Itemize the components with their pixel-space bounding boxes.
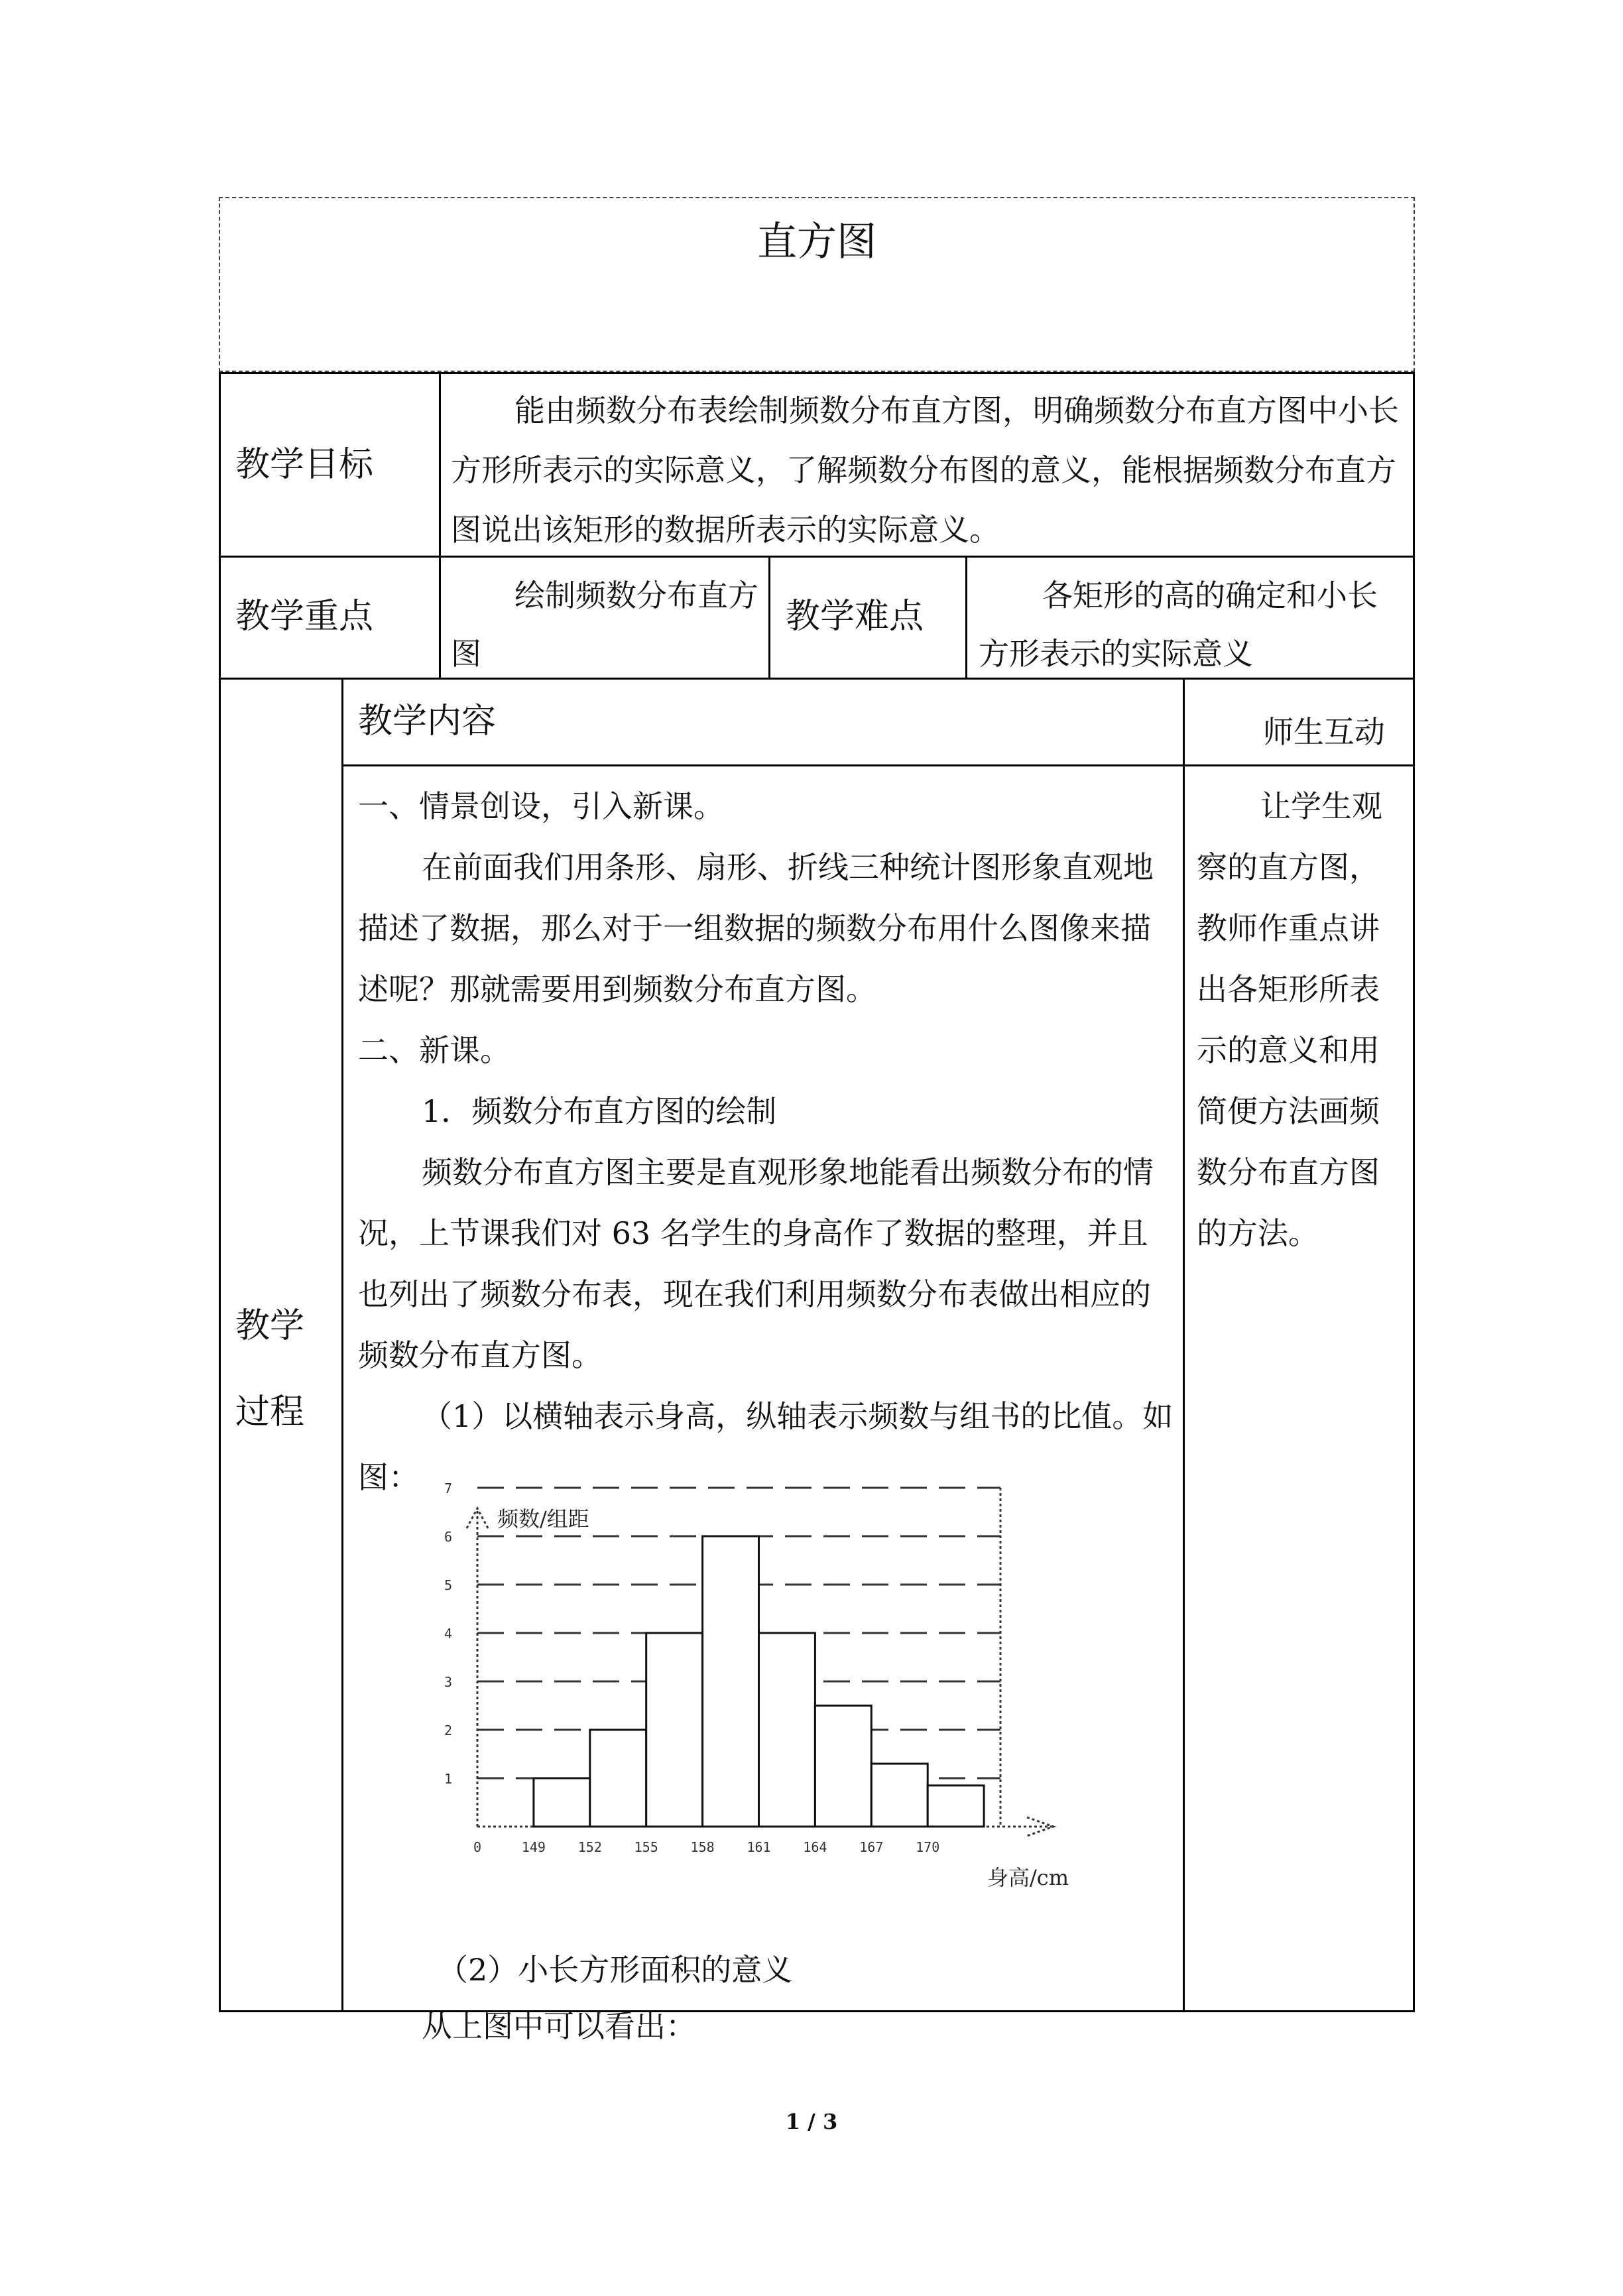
process-label	[235, 1283, 304, 1455]
histogram-bar	[928, 1785, 984, 1827]
frame-right	[1413, 372, 1415, 2012]
key-points-text: 绘制频数分布直方图	[451, 577, 758, 672]
content-paragraph-5: 频数分布直方图主要是直观形象地能看出频数分布的情况，上节课我们对 63 名学生的身高作了数据的整理，并且也列出了频数分布表，现在我们利用频数分布表做出相应的频数分布直方图。	[358, 1154, 1154, 1373]
difficulty-text: 各矩形的高的确定和小长方形表示的实际意义	[979, 577, 1378, 672]
frame-left	[219, 372, 221, 2012]
page-number: 1 / 3	[785, 2109, 838, 2134]
content-paragraph-6: （1）以横轴表示身高，纵轴表示频数与组书的比值。如图：	[358, 1398, 1173, 1495]
x-tick-label: 155	[634, 1839, 658, 1855]
content-paragraph-1: 一、情景创设，引入新课。	[358, 788, 724, 824]
histogram-bar	[534, 1778, 590, 1827]
col-line-label	[439, 372, 441, 679]
x-tick-label: 170	[916, 1839, 940, 1855]
y-tick-label: 5	[444, 1577, 453, 1593]
x-tick-label: 158	[690, 1839, 715, 1855]
key-points-label: 教学重点	[235, 597, 374, 636]
y-tick-label: 3	[444, 1674, 453, 1690]
row-line-1	[219, 372, 1415, 374]
page-title: 直方图	[757, 219, 876, 265]
histogram-bar	[871, 1764, 928, 1827]
x-tick-label: 152	[577, 1839, 602, 1855]
col-line-interaction	[1183, 678, 1185, 2012]
y-tick-label: 4	[444, 1626, 453, 1642]
col-line-difficulty-end	[965, 556, 967, 679]
interaction-header: 师生互动	[1263, 714, 1385, 750]
x-tick-label: 149	[521, 1839, 546, 1855]
col-line-process-label	[341, 678, 343, 2012]
x-tick-label: 161	[747, 1839, 771, 1855]
process-label-line2: 过程	[235, 1392, 305, 1432]
y-tick-label: 6	[444, 1529, 453, 1545]
difficulty-label: 教学难点	[786, 597, 924, 636]
objectives-label: 教学目标	[235, 445, 374, 485]
content-paragraph-2: 在前面我们用条形、扇形、折线三种统计图形象直观地描述了数据，那么对于一组数据的频数分布用什么图像来描述呢？那就需要用到频数分布直方图。	[358, 849, 1154, 1007]
row-line-4	[341, 764, 1415, 766]
x-tick-label: 164	[803, 1839, 827, 1855]
col-line-keypoint-end	[768, 556, 770, 679]
content-paragraph-7: （2）小长方形面积的意义	[438, 1952, 793, 1988]
histogram-bar	[646, 1633, 703, 1827]
x-tick-label: 167	[859, 1839, 884, 1855]
y-tick-label: 2	[444, 1722, 453, 1738]
y-tick-label: 1	[444, 1771, 453, 1787]
histogram-bar	[815, 1706, 871, 1827]
histogram-bar	[590, 1730, 646, 1827]
x-tick-label: 0	[473, 1839, 482, 1855]
content-paragraph-3: 二、新课。	[358, 1032, 511, 1068]
process-label-line1: 教学	[235, 1306, 305, 1346]
histogram-bar	[759, 1633, 815, 1827]
objectives-text: 能由频数分布表绘制频数分布直方图，明确频数分布直方图中小长方形所表示的实际意义，了解频数分布图的意义，能根据频数分布直方图说出该矩形的数据所表示的实际意义。	[451, 393, 1399, 548]
y-tick-label: 7	[444, 1480, 453, 1496]
histogram-chart	[424, 1480, 1167, 1929]
content-paragraph-4: 1．频数分布直方图的绘制	[422, 1093, 777, 1129]
y-axis-label: 频数/组距	[497, 1506, 589, 1532]
frame-bottom	[219, 2010, 1415, 2012]
content-header: 教学内容	[358, 701, 497, 741]
histogram-bar	[703, 1536, 759, 1827]
content-body	[358, 776, 1173, 1508]
x-axis-label: 身高/cm	[987, 1865, 1069, 1890]
interaction-body: 让学生观察的直方图，教师作重点讲出各矩形所表示的意义和用简便方法画频数分布直方图的方法。	[1197, 788, 1382, 1251]
content-paragraph-8: 从上图中可以看出：	[422, 2008, 696, 2044]
